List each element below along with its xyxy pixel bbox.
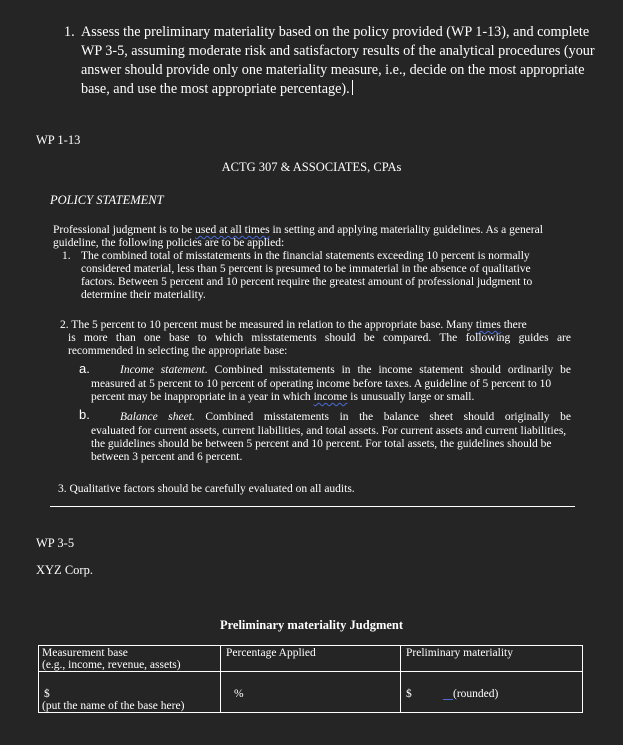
materiality-title: Preliminary materiality Judgment [219,618,404,632]
header-cell-prelim [400,645,583,672]
sub-b-line-3: the guidelines should be between 5 percent and 10 percent. For total assets, the guidelines should be [91,438,552,450]
header-prelim: Preliminary materiality [406,647,513,659]
spell-flag[interactable]: times [475,319,501,331]
item-2-text-c: there [500,319,527,331]
wp-3-5-ref: WP 3-5 [36,536,75,550]
section-divider [50,506,575,507]
prelim-symbol: $ [406,688,412,700]
item-2-line-2: is more than one base to which misstatements should be compared. The following guides are [68,332,571,344]
cell-prelim[interactable] [400,671,583,713]
base-hint-text: (put the name of the base here) [42,700,185,712]
sub-b-title: Balance sheet. [120,411,195,423]
prelim-note-text: (rounded) [453,688,499,700]
item-1-line-2: considered material, less than 5 percent is presumed to be immaterial in the absence of qualitative [81,263,531,275]
base-hint [42,700,184,713]
sub-a-title: Income statement. [120,364,208,376]
question-line-4-text: base, and use the most appropriate percentage). [81,81,350,97]
question-line-4[interactable] [81,79,353,99]
item-1-line-3: factors. Between 5 percent and 10 percent require the greatest amount of professional judgment to [81,276,533,288]
item-1-line-4: determine their materiality. [81,289,206,301]
blank-line [443,688,453,700]
wp-1-13-ref: WP 1-13 [36,133,81,147]
item-2-line-3: recommended in selecting the appropriate base: [68,345,288,357]
item-2-line-1 [60,319,527,332]
sub-a-line-1 [120,364,571,377]
question-line-1: Assess the preliminary materiality based on the policy provided (WP 1-13), and complete [81,24,590,40]
text-cursor [352,80,353,95]
intro-text-c: in setting and applying materiality guidelines. As a general [269,224,543,236]
header-pct: Percentage Applied [226,647,316,659]
spell-flag[interactable]: used at all times [195,224,270,236]
item-2-text-a: 2. The 5 percent to 10 percent must be measured in relation to the appropriate base. Many [60,319,476,331]
company-name: XYZ Corp. [36,563,93,577]
spell-flag[interactable]: income [313,391,348,403]
question-line-2: WP 3-5, assuming moderate risk and satisfactory results of the analytical procedures (your [81,43,595,59]
policy-heading: POLICY STATEMENT [50,193,164,207]
intro-line-2: guideline, the following policies are to be applied: [53,237,285,249]
question-line-3: answer should provide only one materiality measure, i.e., decide on the most appropriate [81,62,585,78]
sub-a-line-3 [91,391,474,404]
prelim-note [443,688,498,700]
sub-b-line-4: between 3 percent and 6 percent. [91,451,243,463]
intro-text-a: Professional judgment is to be [53,224,196,236]
base-symbol: $ [44,688,50,700]
sub-b-letter: b. [79,407,90,422]
question-number: 1. [64,24,75,40]
sub-a-text-c: is unusually large or small. [347,391,475,403]
sub-a-line-2: measured at 5 percent to 10 percent of operating income before taxes. A guideline of 5 percent to 10 [91,378,552,390]
sub-a-letter: a. [79,361,90,376]
sub-b-line-2: evaluated for current assets, current liabilities, and total assets. For current assets and current liabilities, [91,425,567,437]
sub-b-line-1 [120,411,571,424]
sub-a-text: Combined misstatements in the income statement should ordinarily be [207,364,572,376]
header-base: Measurement base [42,647,128,659]
header-base-note-text: (e.g., income, revenue, assets) [42,659,181,671]
cell-pct[interactable] [220,671,401,713]
cell-base[interactable] [38,671,221,713]
item-3: 3. Qualitative factors should be carefully evaluated on all audits. [58,483,355,495]
intro-line-1 [53,224,543,237]
sub-a-text-a: percent may be inappropriate in a year in which [91,391,314,403]
pct-symbol: % [234,688,244,700]
firm-name: ACTG 307 & ASSOCIATES, CPAs [221,160,402,174]
header-cell-pct [220,645,401,672]
item-1-line-1: The combined total of misstatements in the financial statements exceeding 10 percent is normally [81,250,530,262]
sub-b-text: Combined misstatements in the balance sheet should originally be [194,411,571,423]
header-cell-base [38,645,221,672]
item-1-number: 1. [62,250,71,262]
